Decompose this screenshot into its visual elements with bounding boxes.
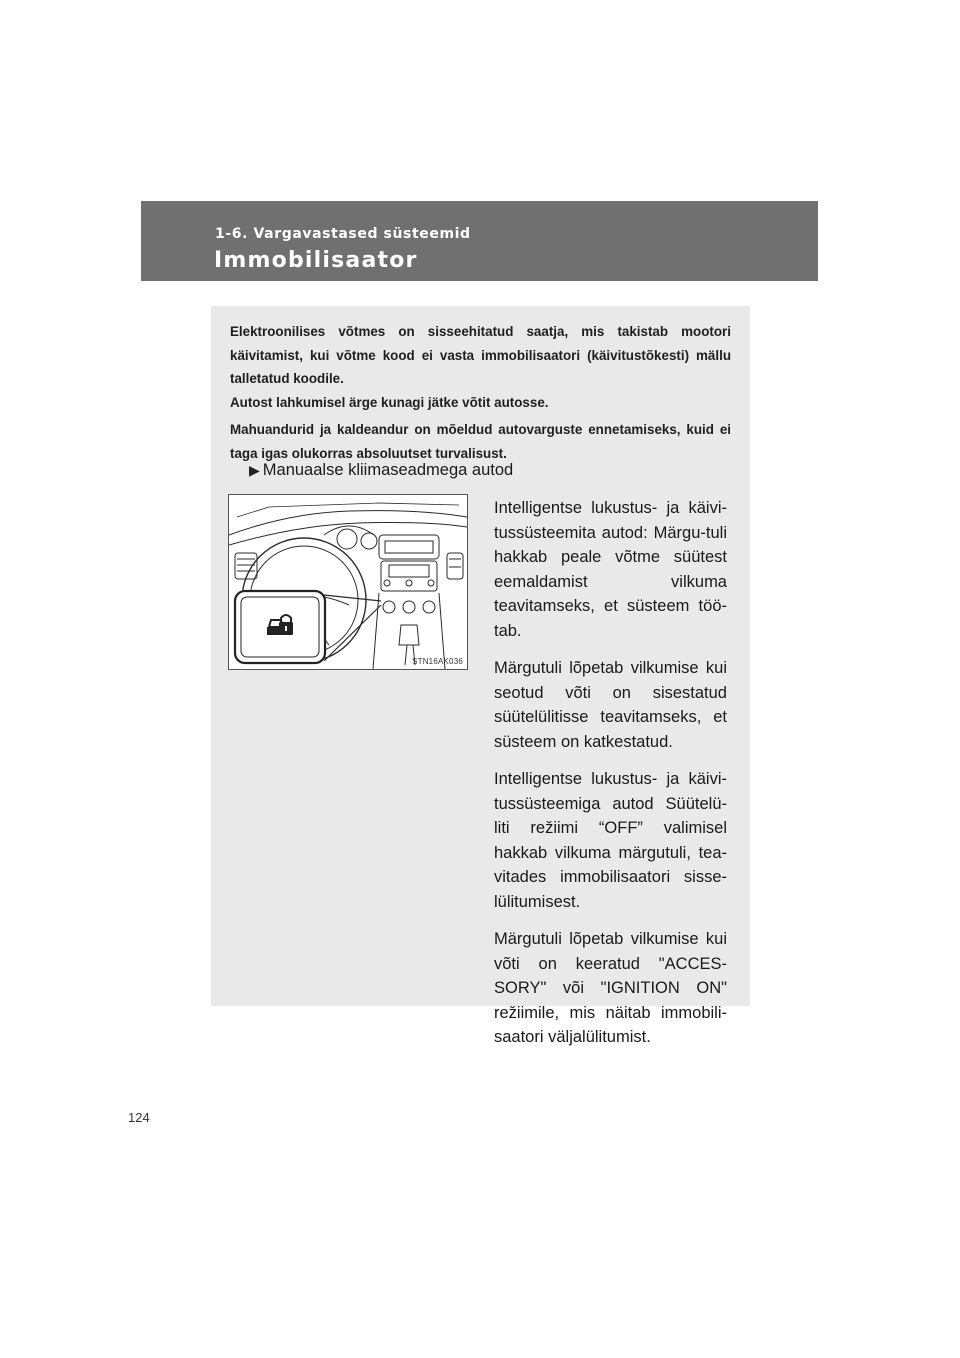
dashboard-illustration xyxy=(228,494,468,670)
page-number: 124 xyxy=(128,1110,150,1125)
intro-paragraph: Mahuandurid ja kaldeandur on mõeldud autovarguste ennetamiseks, kuid ei taga igas olukorras absoluutset turvalisust. xyxy=(230,422,731,461)
page-title: Immobilisaator xyxy=(214,248,418,273)
body-text xyxy=(494,496,727,1063)
section-header xyxy=(141,201,818,281)
body-paragraph: Intelligentse lukustus- ja käivi-tussüsteemita autod: Märgu-tuli hakkab peale võtme süütest eemaldamist vilkuma teavitamseks, et süsteem töö-tab. xyxy=(494,499,727,640)
intro-paragraph: Autost lahkumisel ärge kunagi jätke võtit autosse. xyxy=(230,394,549,410)
triangle-bullet-icon: ▶ xyxy=(249,462,260,478)
body-paragraph: Intelligentse lukustus- ja käivi-tussüsteemiga autod Süütelü-liti režiimi “OFF” valimisel hakkab vilkuma märgutuli, tea-vitades immobilisaatori sisse-lülitumisest. xyxy=(494,770,727,911)
intro-paragraph: Elektroonilises võtmes on sisseehitatud saatja, mis takistab mootori käivitamist, kui võtme kood ei vasta immobilisaatori (käivitustõkesti) mällu talletatud koodile. xyxy=(230,324,731,386)
subheading xyxy=(249,461,513,480)
section-label: 1-6. Vargavastased süsteemid xyxy=(215,226,471,242)
subheading-text: Manuaalse kliimaseadmega autod xyxy=(262,461,514,479)
figure-code: STN16AK036 xyxy=(412,657,463,666)
content-box xyxy=(211,306,750,1046)
intro-text xyxy=(230,320,731,465)
body-paragraph: Märgutuli lõpetab vilkumise kui seotud võti on sisestatud süütelülitisse teavitamseks, et süsteem on katkestatud. xyxy=(494,659,727,751)
body-paragraph: Märgutuli lõpetab vilkumise kui võti on keeratud "ACCES-SORY" või "IGNITION ON" režiimile, mis näitab immobili-saatori väljalülitumist. xyxy=(494,930,727,1046)
